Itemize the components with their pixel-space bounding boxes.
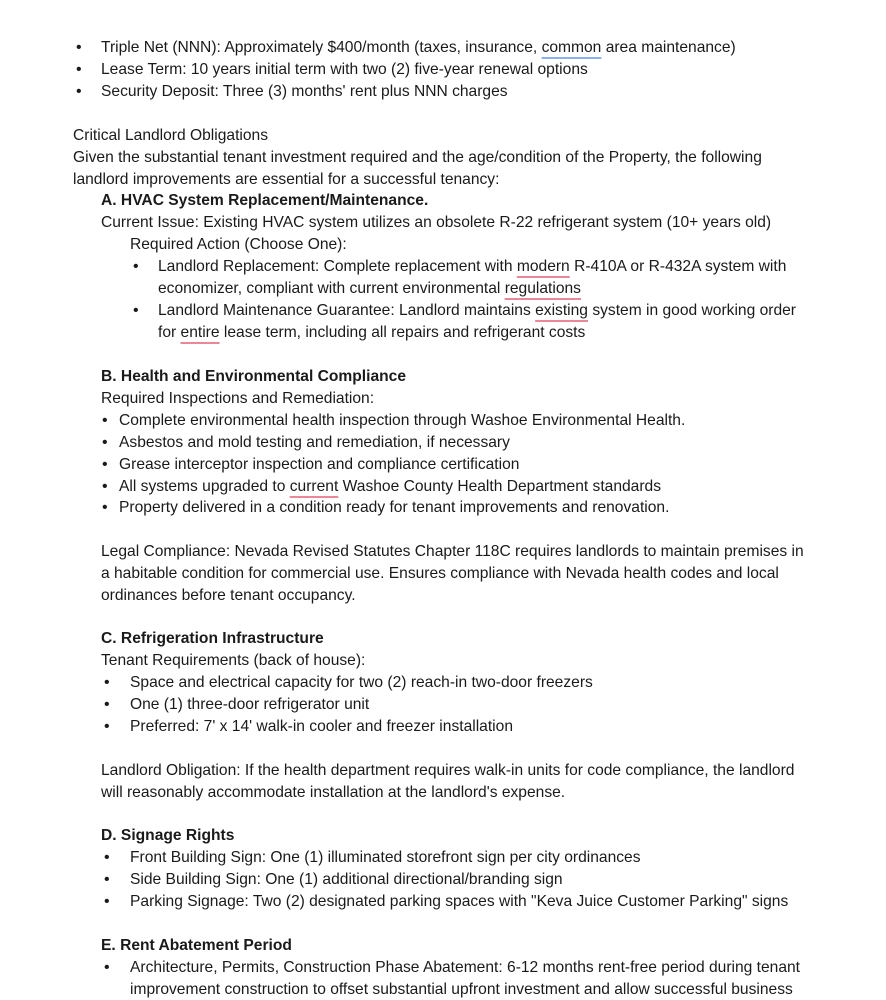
landlord-obligation-line: will reasonably accommodate installation at the landlord's expense. <box>101 784 566 801</box>
bullet-marker: • <box>104 959 110 976</box>
bullet-marker: • <box>76 83 82 100</box>
section-e-heading: E. Rent Abatement Period <box>101 937 292 954</box>
refrigeration-item: One (1) three-door refrigerator unit <box>130 696 370 713</box>
signage-item: Side Building Sign: One (1) additional directional/branding sign <box>130 871 563 888</box>
spelling-suggestion[interactable]: existing <box>535 302 588 319</box>
grammar-suggestion[interactable]: common <box>541 39 602 56</box>
inspection-item: Complete environmental health inspection through Washoe Environmental Health. <box>119 412 686 429</box>
section-d-heading: D. Signage Rights <box>101 827 235 844</box>
inspection-item: Grease interceptor inspection and compliance certification <box>119 456 520 473</box>
abatement-item: Architecture, Permits, Construction Phase Abatement: 6-12 months rent-free period during tenant <box>130 959 801 976</box>
bullet-marker: • <box>76 39 82 56</box>
refrigeration-item: Preferred: 7' x 14' walk-in cooler and freezer installation <box>130 718 513 735</box>
bullet-marker: • <box>102 434 108 451</box>
bullet-marker: • <box>76 61 82 78</box>
bullet-marker: • <box>104 674 110 691</box>
bullet-marker: • <box>102 456 108 473</box>
hvac-option-maintenance: Landlord Maintenance Guarantee: Landlord maintains existing system in good working order <box>158 302 796 319</box>
inspection-item: All systems upgraded to current Washoe County Health Department standards <box>119 478 662 495</box>
legal-compliance-line: Legal Compliance: Nevada Revised Statutes Chapter 118C requires landlords to maintain premises in <box>101 543 804 560</box>
inspection-item: Property delivered in a condition ready for tenant improvements and renovation. <box>119 499 670 516</box>
spelling-suggestion[interactable]: current <box>289 478 339 495</box>
bullet-marker: • <box>104 718 110 735</box>
section-b-heading: B. Health and Environmental Compliance <box>101 368 406 385</box>
bullet-marker: • <box>104 696 110 713</box>
bullet-marker: • <box>102 412 108 429</box>
spelling-suggestion[interactable]: regulations <box>504 280 581 297</box>
lease-term-bullet: Lease Term: 10 years initial term with two (2) five-year renewal options <box>101 61 588 78</box>
spelling-suggestion[interactable]: entire <box>180 324 220 341</box>
hvac-current-issue: Current Issue: Existing HVAC system utilizes an obsolete R-22 refrigerant system (10+ years old) <box>101 214 772 231</box>
spelling-suggestion[interactable]: modern <box>516 258 570 275</box>
landlord-obligation-line: Landlord Obligation: If the health department requires walk-in units for code compliance, the landlord <box>101 762 795 779</box>
landlord-obligations-title: Critical Landlord Obligations <box>73 127 269 144</box>
bullet-marker: • <box>133 258 139 275</box>
tenant-requirements-subheading: Tenant Requirements (back of house): <box>101 652 366 669</box>
refrigeration-item: Space and electrical capacity for two (2) reach-in two-door freezers <box>130 674 593 691</box>
inspections-subheading: Required Inspections and Remediation: <box>101 390 375 407</box>
signage-item: Parking Signage: Two (2) designated parking spaces with "Keva Juice Customer Parking" signs <box>130 893 789 910</box>
security-deposit-bullet: Security Deposit: Three (3) months' rent plus NNN charges <box>101 83 508 100</box>
hvac-option-maintenance-cont: for entire lease term, including all repairs and refrigerant costs <box>158 324 586 341</box>
bullet-marker: • <box>133 302 139 319</box>
hvac-required-action: Required Action (Choose One): <box>130 236 347 253</box>
section-a-heading: A. HVAC System Replacement/Maintenance. <box>101 192 429 209</box>
section-c-heading: C. Refrigeration Infrastructure <box>101 630 324 647</box>
legal-compliance-line: a habitable condition for commercial use. Ensures compliance with Nevada health codes and local <box>101 565 779 582</box>
legal-compliance-line: ordinances before tenant occupancy. <box>101 587 356 604</box>
inspection-item: Asbestos and mold testing and remediation, if necessary <box>119 434 510 451</box>
hvac-option-replacement-cont: economizer, compliant with current environmental regulations <box>158 280 581 297</box>
bullet-marker: • <box>104 849 110 866</box>
bullet-marker: • <box>104 871 110 888</box>
bullet-marker: • <box>102 499 108 516</box>
bullet-marker: • <box>102 478 108 495</box>
landlord-intro-line: Given the substantial tenant investment required and the age/condition of the Property, the following <box>73 149 762 166</box>
landlord-intro-line: landlord improvements are essential for a successful tenancy: <box>73 171 500 188</box>
signage-item: Front Building Sign: One (1) illuminated storefront sign per city ordinances <box>130 849 641 866</box>
hvac-option-replacement: Landlord Replacement: Complete replacement with modern R-410A or R-432A system with <box>158 258 787 275</box>
nnn-bullet: Triple Net (NNN): Approximately $400/month (taxes, insurance, common area maintenance) <box>101 39 736 56</box>
bullet-marker: • <box>104 893 110 910</box>
abatement-item-cont: improvement construction to offset substantial upfront investment and allow successful business <box>130 981 793 998</box>
